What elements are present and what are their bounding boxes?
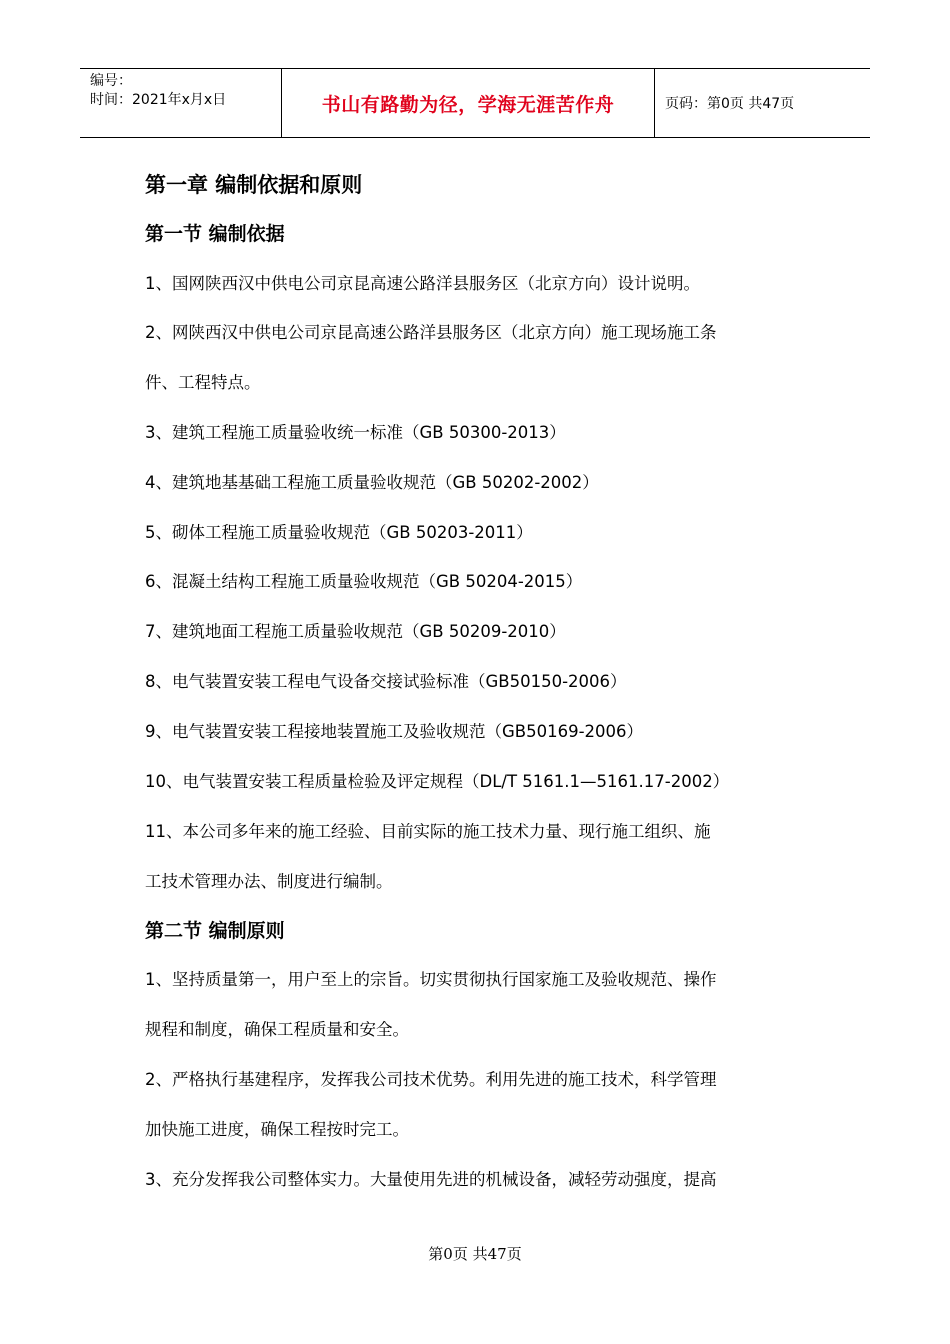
header-page-code: 页码：第0页 共47页 bbox=[665, 96, 795, 112]
paragraph-line: 8、电气装置安装工程电气设备交接试验标准（GB50150-2006） bbox=[145, 672, 627, 691]
paragraph-line: 2、严格执行基建程序，发挥我公司技术优势。利用先进的施工技术，科学管理 bbox=[145, 1070, 717, 1089]
paragraph-line: 工技术管理办法、制度进行编制。 bbox=[145, 872, 393, 891]
paragraph-line: 3、充分发挥我公司整体实力。大量使用先进的机械设备，减轻劳动强度，提高 bbox=[145, 1170, 717, 1189]
section-title: 第二节 编制原则 bbox=[145, 920, 285, 942]
paragraph-line: 件、工程特点。 bbox=[145, 373, 261, 392]
paragraph-line: 3、建筑工程施工质量验收统一标准（GB 50300-2013） bbox=[145, 423, 566, 442]
section-title: 第一节 编制依据 bbox=[145, 223, 285, 245]
paragraph-line: 2、网陕西汉中供电公司京昆高速公路洋县服务区（北京方向）施工现场施工条 bbox=[145, 323, 717, 342]
header-meta-cell bbox=[80, 69, 282, 137]
paragraph-line: 1、国网陕西汉中供电公司京昆高速公路洋县服务区（北京方向）设计说明。 bbox=[145, 274, 700, 293]
page-header bbox=[80, 68, 870, 138]
paragraph-line: 加快施工进度，确保工程按时完工。 bbox=[145, 1120, 409, 1139]
header-page-cell bbox=[655, 69, 870, 137]
doc-time-label: 时间：2021年x月x日 bbox=[90, 92, 227, 108]
paragraph-line: 9、电气装置安装工程接地装置施工及验收规范（GB50169-2006） bbox=[145, 722, 644, 741]
paragraph-line: 7、建筑地面工程施工质量验收规范（GB 50209-2010） bbox=[145, 622, 566, 641]
chapter-title: 第一章 编制依据和原则 bbox=[145, 172, 363, 197]
paragraph-line: 11、本公司多年来的施工经验、目前实际的施工技术力量、现行施工组织、施 bbox=[145, 822, 711, 841]
header-motto-cell bbox=[282, 69, 655, 137]
paragraph-line: 6、混凝土结构工程施工质量验收规范（GB 50204-2015） bbox=[145, 572, 583, 591]
paragraph-line: 5、砌体工程施工质量验收规范（GB 50203-2011） bbox=[145, 523, 533, 542]
paragraph-line: 1、坚持质量第一，用户至上的宗旨。切实贯彻执行国家施工及验收规范、操作 bbox=[145, 970, 717, 989]
page-footer: 第0页 共47页 bbox=[428, 1245, 522, 1263]
header-motto: 书山有路勤为径，学海无涯苦作舟 bbox=[321, 93, 615, 116]
doc-number-label: 编号： bbox=[90, 73, 132, 89]
paragraph-line: 10、电气装置安装工程质量检验及评定规程（DL/T 5161.1—5161.17-2002） bbox=[145, 772, 730, 791]
paragraph-line: 4、建筑地基基础工程施工质量验收规范（GB 50202-2002） bbox=[145, 473, 599, 492]
paragraph-line: 规程和制度，确保工程质量和安全。 bbox=[145, 1020, 409, 1039]
